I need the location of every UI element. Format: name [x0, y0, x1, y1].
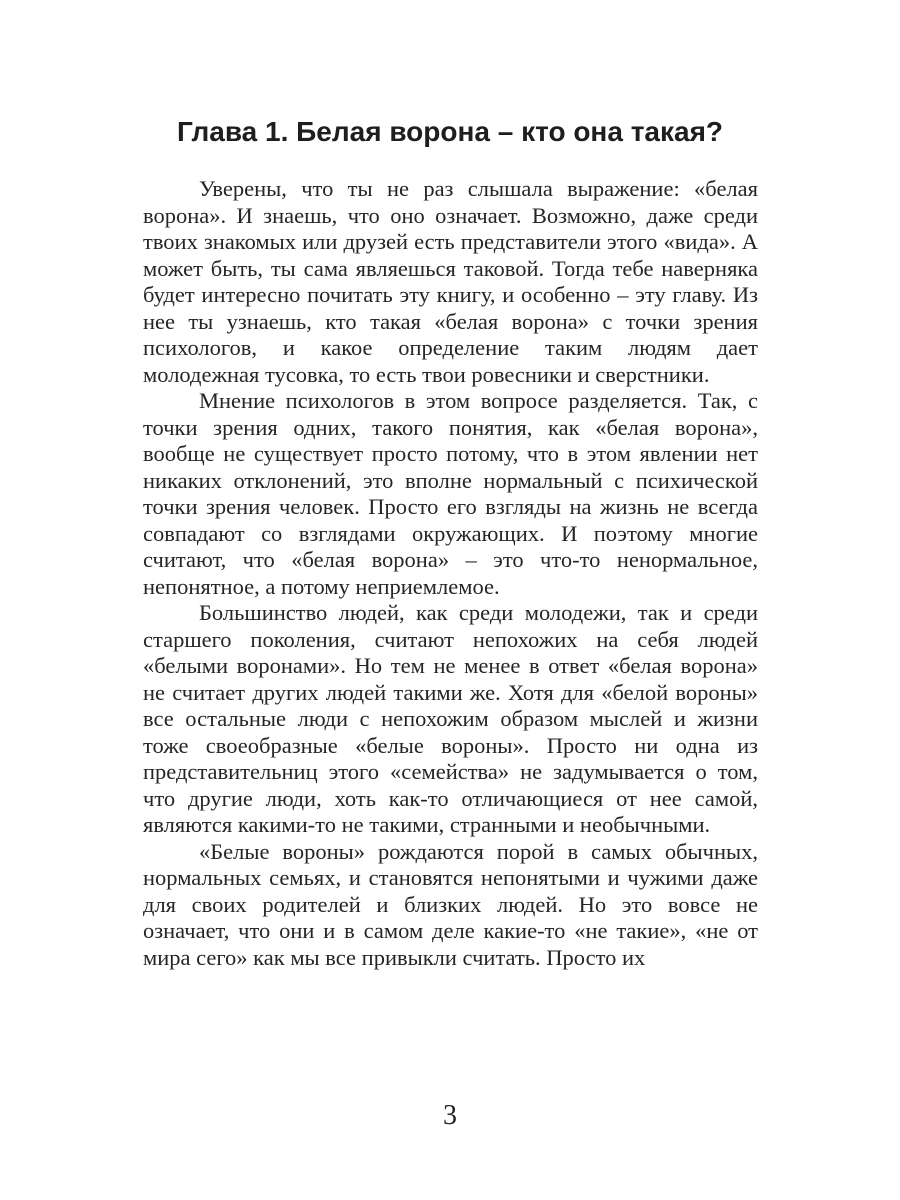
paragraph: «Белые вороны» рождаются порой в самых обычных, нормальных семьях, и становятся непонятыми и чужими даже для своих родителей и близких людей. Но это вовсе не означает, что они и в самом деле какие-то «не такие», «не от мира сего» как мы все привыкли считать. Просто их [143, 838, 758, 970]
page-number: 3 [443, 1100, 457, 1131]
paragraph: Мнение психологов в этом вопросе разделяется. Так, с точки зрения одних, такого понятия, как «белая ворона», вообще не существует просто потому, что в этом явлении нет никаких отклонений, это вполне нормальный с психической точки зрения человек. Просто его взгляды на жизнь не всегда совпадают со взглядами окружающих. И поэтому многие считают, что «белая ворона» – это что-то ненормальное, непонятное, а потому неприемлемое. [143, 388, 758, 599]
chapter-title: Глава 1. Белая ворона – кто она такая? [176, 116, 724, 147]
paragraph: Уверены, что ты не раз слышала выражение: «белая ворона». И знаешь, что оно означает. Возможно, даже среди твоих знакомых или друзей есть представители этого «вида». А может быть, ты сама являешься таковой. Тогда тебе наверняка будет интересно почитать эту книгу, и особенно – эту главу. Из нее ты узнаешь, кто такая «белая ворона» с точки зрения психологов, и какое определение таким людям дает молодежная тусовка, то есть твои ровесники и сверстники. [143, 176, 758, 387]
chapter-body [143, 176, 758, 971]
paragraph: Большинство людей, как среди молодежи, так и среди старшего поколения, считают непохожих на себя людей «белыми воронами». Но тем не менее в ответ «белая ворона» не считает других людей такими же. Хотя для «белой вороны» все остальные люди с непохожим образом мыслей и жизни тоже своеобразные «белые вороны». Просто ни одна из представительниц этого «семейства» не задумывается о том, что другие люди, хоть как-то отличающиеся от нее самой, являются какими-то не такими, странными и необычными. [143, 600, 758, 837]
